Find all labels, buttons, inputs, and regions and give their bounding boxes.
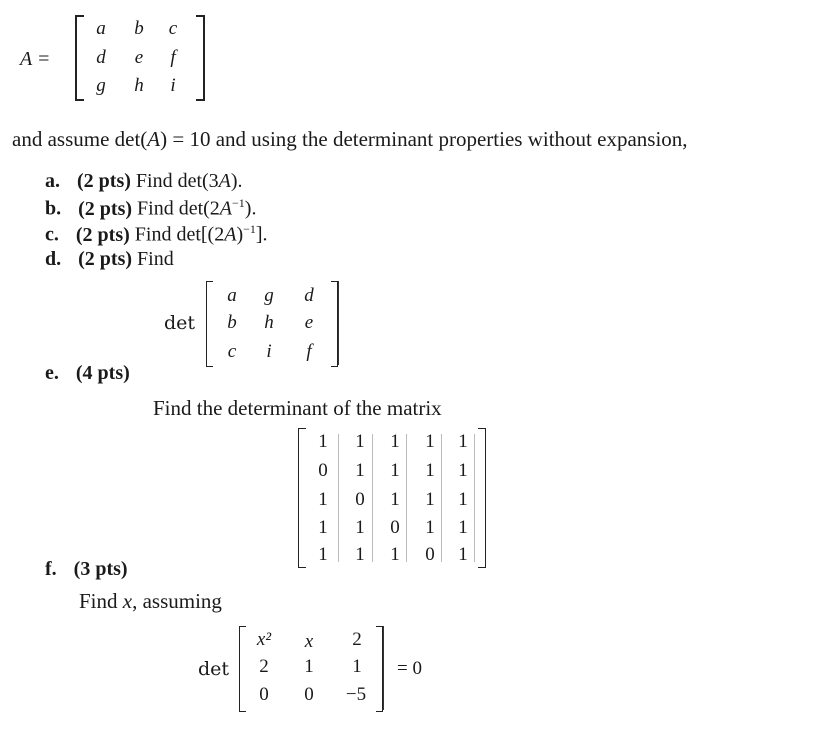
part-d-cell: h <box>264 312 274 333</box>
part-f <box>45 558 128 581</box>
part-f-letter: f. <box>45 558 57 580</box>
part-f-cell: x² <box>256 629 272 650</box>
part-d-text: Find <box>137 248 174 270</box>
part-c <box>45 222 268 247</box>
matrix-a-left-bracket <box>75 15 84 101</box>
part-e-points: (4 pts) <box>75 362 130 384</box>
part-d-right-bracket <box>331 281 338 367</box>
part-f-cell: 0 <box>304 684 314 705</box>
part-b <box>45 196 256 221</box>
part-e-cell: 1 <box>355 460 365 481</box>
part-e-column-rule <box>441 434 442 562</box>
matrix-a-label: A = <box>20 48 51 70</box>
part-e-cell: 1 <box>425 431 435 452</box>
part-b-text-pre: Find det(2 <box>137 197 220 220</box>
part-b-var: A <box>219 197 233 220</box>
part-c-superscript: −1 <box>243 222 256 236</box>
part-a-text-pre: Find det(3 <box>135 170 219 192</box>
part-f-cell: 1 <box>304 656 314 677</box>
part-d-cell: f <box>306 341 312 362</box>
part-b-superscript: −1 <box>232 196 245 210</box>
intro-sentence <box>12 127 688 152</box>
matrix-a-right-bracket <box>196 15 205 101</box>
part-f-right-bar <box>383 626 384 710</box>
part-e-cell: 1 <box>355 431 365 452</box>
part-c-points: (2 pts) <box>75 223 130 246</box>
part-e-cell: 0 <box>318 460 328 481</box>
part-e-letter: e. <box>45 362 59 384</box>
part-a-letter: a. <box>45 170 60 192</box>
part-f-text <box>79 589 222 614</box>
part-f-points: (3 pts) <box>73 558 128 580</box>
part-d-letter: d. <box>45 248 62 270</box>
matrix-a-cell: i <box>170 75 176 96</box>
part-e-cell: 1 <box>390 544 400 565</box>
part-e-cell: 1 <box>458 460 468 481</box>
part-c-text-pre: Find det[(2 <box>134 223 225 246</box>
part-e-cell: 1 <box>318 431 328 452</box>
part-f-cell: 2 <box>352 629 362 650</box>
part-d-cell: e <box>304 312 314 333</box>
part-f-cell: −5 <box>345 684 367 705</box>
part-e-column-rule <box>406 434 407 562</box>
part-d-cell: d <box>304 285 314 306</box>
part-d-cell: c <box>227 341 237 362</box>
matrix-a-cell: e <box>134 47 144 68</box>
part-d-cell: g <box>264 285 274 306</box>
part-f-equals: = 0 <box>397 658 422 679</box>
part-e <box>45 362 130 385</box>
part-f-text-post: , assuming <box>132 589 222 613</box>
part-f-cell: 1 <box>352 656 362 677</box>
matrix-a-cell: h <box>134 75 144 96</box>
intro-var: A <box>147 127 161 151</box>
part-e-cell: 1 <box>318 544 328 565</box>
intro-suffix: ) = 10 and using the determinant properties without expansion, <box>160 127 688 151</box>
part-c-letter: c. <box>45 223 59 246</box>
matrix-a-cell: a <box>96 18 106 39</box>
part-e-cell: 1 <box>390 431 400 452</box>
part-e-cell: 1 <box>355 517 365 538</box>
part-d-cell: a <box>227 285 237 306</box>
part-e-column-rule <box>372 434 373 562</box>
part-c-text-mid: ) <box>236 223 244 246</box>
part-e-cell: 1 <box>458 517 468 538</box>
part-e-column-rule <box>338 434 339 562</box>
part-d-cell: b <box>227 312 237 333</box>
part-a-var: A <box>218 170 231 192</box>
intro-prefix: and assume det( <box>12 127 148 151</box>
part-e-cell: 0 <box>425 544 435 565</box>
part-d-det-label: det <box>164 312 196 334</box>
part-f-det-label: det <box>198 658 230 680</box>
part-a <box>45 170 243 193</box>
matrix-a-cell: f <box>170 47 176 68</box>
part-e-cell: 1 <box>318 517 328 538</box>
part-e-cell: 1 <box>425 517 435 538</box>
part-d <box>45 248 174 271</box>
part-b-letter: b. <box>45 197 62 220</box>
part-f-cell: x <box>304 631 314 652</box>
part-f-cell: 0 <box>259 684 269 705</box>
part-e-column-rule <box>474 434 475 562</box>
part-e-cell: 1 <box>390 460 400 481</box>
part-b-points: (2 pts) <box>78 197 133 220</box>
part-d-points: (2 pts) <box>78 248 133 270</box>
part-c-var: A <box>224 223 237 246</box>
part-e-right-bracket <box>478 428 486 568</box>
part-f-var: x <box>122 589 133 613</box>
matrix-a-cell: c <box>168 18 178 39</box>
part-e-left-bracket <box>298 428 306 568</box>
part-e-cell: 1 <box>390 489 400 510</box>
part-f-left-bracket <box>239 626 246 712</box>
part-e-text: Find the determinant of the matrix <box>153 396 442 420</box>
part-d-left-bracket <box>206 281 213 367</box>
part-e-cell: 1 <box>458 544 468 565</box>
part-e-cell: 1 <box>458 431 468 452</box>
part-b-text-post: ). <box>244 197 257 220</box>
part-a-points: (2 pts) <box>77 170 131 192</box>
matrix-a-cell: d <box>96 47 106 68</box>
part-e-cell: 0 <box>355 489 365 510</box>
part-d-cell: i <box>266 341 272 362</box>
matrix-a-cell: g <box>96 75 106 96</box>
part-e-cell: 1 <box>318 489 328 510</box>
matrix-a-cell: b <box>134 18 144 39</box>
part-e-cell: 1 <box>355 544 365 565</box>
part-e-cell: 1 <box>425 489 435 510</box>
part-d-right-bar <box>338 281 339 365</box>
part-f-cell: 2 <box>259 656 269 677</box>
part-e-cell: 1 <box>425 460 435 481</box>
part-e-cell: 0 <box>390 517 400 538</box>
part-f-text-pre: Find <box>79 589 123 613</box>
part-c-text-post: ]. <box>255 223 268 246</box>
part-a-text-post: ). <box>230 170 243 192</box>
part-e-cell: 1 <box>458 489 468 510</box>
part-f-right-bracket <box>376 626 383 712</box>
